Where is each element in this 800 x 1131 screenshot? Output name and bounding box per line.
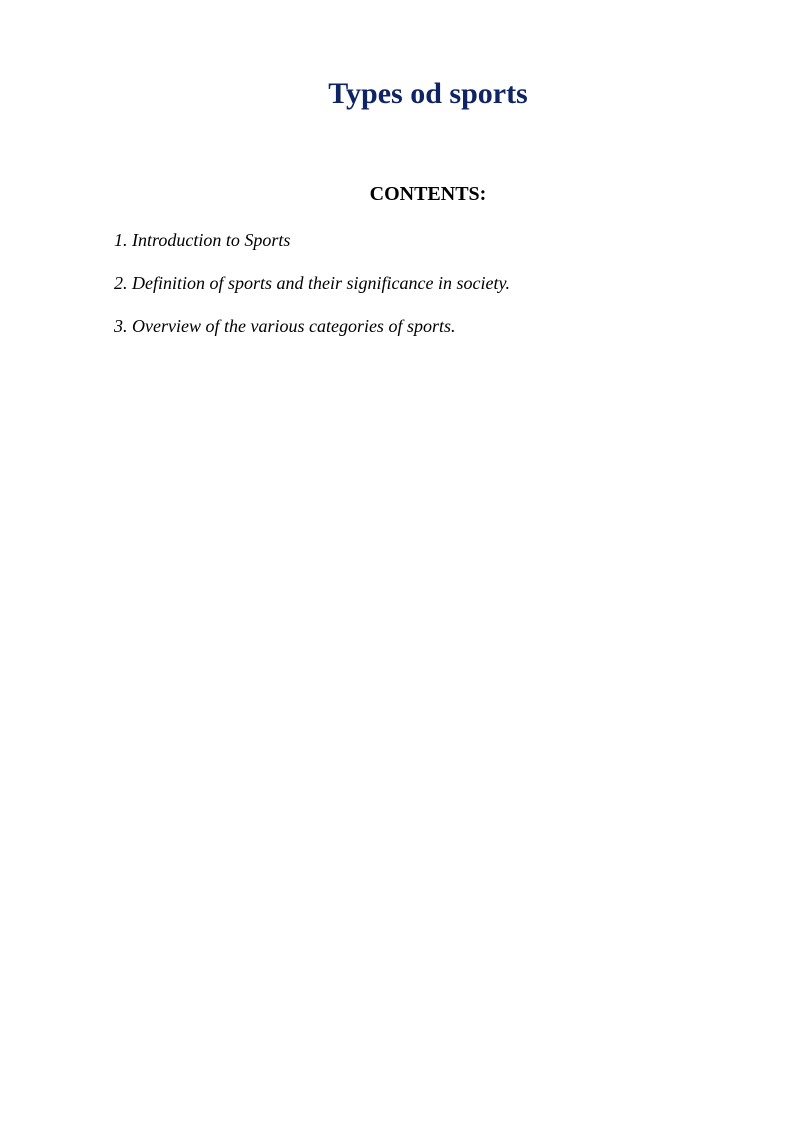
toc-item: 2. Definition of sports and their significance in society. — [114, 273, 510, 293]
table-of-contents — [114, 227, 754, 356]
toc-item: 3. Overview of the various categories of sports. — [114, 316, 456, 336]
contents-heading: CONTENTS: — [369, 183, 487, 205]
document-title: Types od sports — [328, 77, 528, 110]
toc-item: 1. Introduction to Sports — [114, 230, 291, 250]
